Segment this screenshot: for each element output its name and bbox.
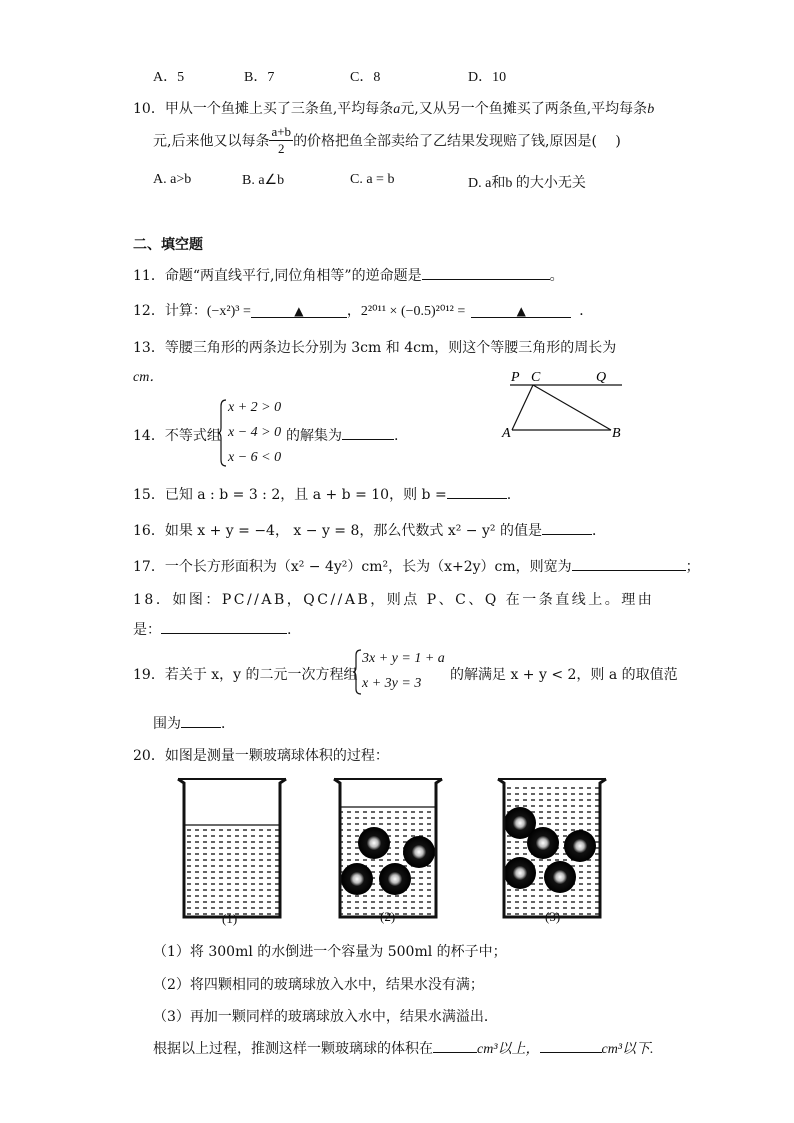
q10-fraction: $\frac{a+b}{2}$: [271, 124, 292, 156]
q14-tail: 的解集为 .: [286, 425, 398, 445]
q10-line1: 10．甲从一个鱼摊上买了三条鱼,平均每条a元,又从另一个鱼摊买了两条鱼,平均每条b: [133, 101, 655, 117]
q19-tail: 的解满足 x + y < 2，则 a 的取值范: [450, 667, 678, 683]
glass-ball: [403, 836, 435, 868]
q18-line1: 18．如图：PC//AB，QC//AB，则点 P、C、Q 在一条直线上。理由: [133, 592, 655, 608]
caption-2: (2): [380, 909, 396, 924]
q9-option-c: C．8: [350, 70, 381, 85]
q15: 15．已知 a : b = 3 : 2，且 a + b = 10，则 b = .: [133, 484, 511, 504]
q13-line1: 13．等腰三角形的两条边长分别为 3cm 和 4cm，则这个等腰三角形的周长为: [133, 340, 617, 356]
label-q: Q: [596, 370, 607, 385]
label-b: B: [612, 426, 621, 441]
q20-step-1: （1）将 300ml 的水倒进一个容量为 500ml 的杯子中；: [153, 944, 507, 960]
q9-option-b: B．7: [244, 70, 275, 85]
q19-eq2: x + 3y = 3: [362, 676, 422, 691]
q10-option-d: D. a和b 的大小无关: [468, 176, 586, 191]
q19-brace: [352, 648, 362, 696]
figure-18: [498, 364, 632, 444]
q10-option-b: B. a∠b: [242, 173, 285, 188]
q20-step-2: （2）将四颗相同的玻璃球放入水中，结果水没有满；: [153, 977, 484, 993]
q16: 16．如果 x + y = −4， x − y = 8，那么代数式 x² − y² 的值是 ．: [133, 520, 606, 540]
glass-ball: [527, 827, 559, 859]
beaker-2: [334, 779, 442, 917]
q19-eq1: 3x + y = 1 + a: [362, 651, 445, 666]
glass-ball: [341, 863, 373, 895]
q17: 17．一个长方形面积为（x² − 4y²）cm²，长为（x+2y）cm，则宽为 ；: [133, 556, 700, 576]
glass-ball: [544, 861, 576, 893]
triangle-icon: ▲: [294, 304, 304, 318]
q9-option-d: D．10: [468, 70, 507, 85]
q14-brace: [217, 398, 227, 468]
beaker-3: [498, 779, 606, 917]
label-a: A: [502, 426, 511, 441]
q14-eq3: x − 6 < 0: [228, 450, 282, 465]
line-cb: [533, 385, 611, 430]
line-ca: [512, 385, 533, 430]
label-p: P: [511, 370, 520, 385]
caption-3: (3): [545, 909, 561, 924]
q14-eq2: x − 4 > 0: [228, 425, 282, 440]
q10-line2: 元,后来他又以每条 $\frac{a+b}{2}$ 的价格把鱼全部卖给了乙结果发现赔了钱,原因是( ): [153, 124, 621, 156]
q13-line2: cm．: [133, 370, 164, 385]
triangle-icon: ▲: [516, 304, 526, 318]
beaker-figure: [170, 773, 630, 928]
glass-ball: [564, 830, 596, 862]
glass-ball: [379, 863, 411, 895]
q10-option-c: C. a = b: [350, 172, 395, 187]
glass-ball: [504, 857, 536, 889]
q14-eq1: x + 2 > 0: [228, 400, 282, 415]
q20-intro: 20．如图是测量一颗玻璃球体积的过程：: [133, 748, 389, 764]
q11: 11．命题“两直线平行,同位角相等”的逆命题是 。: [133, 265, 564, 285]
q14-label: 14．不等式组: [133, 428, 221, 444]
q19-line2: 围为 ．: [153, 713, 235, 733]
q19-label: 19．若关于 x，y 的二元一次方程组: [133, 667, 358, 683]
q9-option-a: A．5: [153, 70, 185, 85]
q18-line2: 是： .: [133, 619, 291, 639]
beaker-1: [178, 779, 286, 917]
caption-1: (1): [222, 911, 238, 926]
q12: 12．计算：(−x²)³ = ▲ ，2²⁰¹¹ × (−0.5)²⁰¹² = ▲ ．: [133, 303, 594, 319]
q10-option-a: A. a>b: [153, 172, 192, 187]
q20-conclusion: 根据以上过程，推测这样一颗玻璃球的体积在 cm³以上， cm³以下.: [153, 1038, 654, 1058]
glass-ball: [358, 827, 390, 859]
beaker-1-water: [184, 825, 280, 917]
label-c: C: [531, 370, 541, 385]
q20-step-3: （3）再加一颗同样的玻璃球放入水中，结果水满溢出．: [153, 1009, 498, 1025]
section-heading: 二、填空题: [133, 237, 203, 253]
